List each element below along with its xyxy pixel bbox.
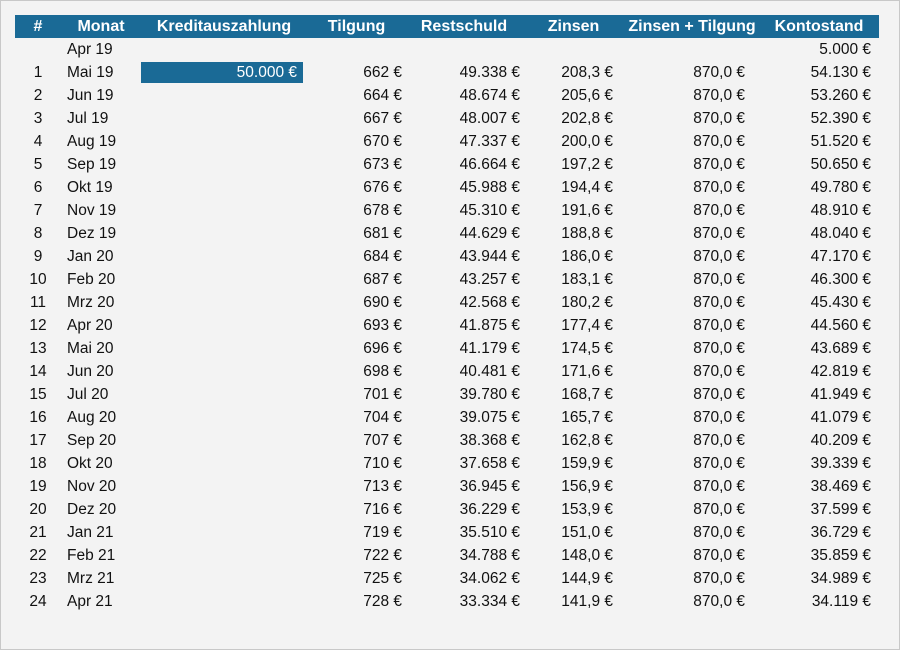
cell-remaining-debt[interactable]: 36.229 € bbox=[459, 500, 520, 518]
cell-interest[interactable]: 208,3 € bbox=[561, 63, 613, 81]
cell-remaining-debt[interactable]: 46.664 € bbox=[459, 155, 520, 173]
cell-repayment[interactable]: 687 € bbox=[363, 270, 402, 288]
cell-loan[interactable] bbox=[141, 475, 307, 498]
cell-interest[interactable]: 165,7 € bbox=[561, 408, 613, 426]
cell-loan[interactable] bbox=[141, 567, 307, 590]
cell-account-balance[interactable]: 49.780 € bbox=[810, 178, 871, 196]
header-remaining-debt[interactable]: Restschuld bbox=[406, 15, 522, 38]
cell-repayment[interactable]: 713 € bbox=[363, 477, 402, 495]
cell-repayment[interactable]: 670 € bbox=[363, 132, 402, 150]
cell-month[interactable]: Jan 20 bbox=[67, 247, 114, 265]
cell-interest[interactable]: 141,9 € bbox=[561, 592, 613, 610]
cell-loan[interactable] bbox=[141, 544, 307, 567]
cell-account-balance[interactable]: 46.300 € bbox=[810, 270, 871, 288]
cell-remaining-debt[interactable]: 39.780 € bbox=[459, 385, 520, 403]
cell-repayment[interactable]: 728 € bbox=[363, 592, 402, 610]
cell-interest[interactable]: 162,8 € bbox=[561, 431, 613, 449]
cell-loan[interactable] bbox=[141, 176, 307, 199]
table-row bbox=[15, 61, 879, 84]
cell-month[interactable]: Apr 21 bbox=[67, 592, 113, 610]
cell-loan[interactable] bbox=[141, 337, 307, 360]
cell-interest[interactable]: 153,9 € bbox=[561, 500, 613, 518]
cell-loan[interactable] bbox=[141, 590, 307, 613]
cell-index[interactable]: 19 bbox=[29, 477, 47, 495]
cell-loan[interactable] bbox=[141, 38, 307, 61]
cell-remaining-debt[interactable]: 48.007 € bbox=[459, 109, 520, 127]
cell-remaining-debt[interactable]: 49.338 € bbox=[459, 63, 520, 81]
cell-month[interactable]: Mrz 20 bbox=[67, 293, 115, 311]
cell-interest-plus-repayment[interactable]: 870,0 € bbox=[693, 201, 745, 219]
cell-index[interactable]: 15 bbox=[29, 385, 47, 403]
cell-month[interactable]: Feb 21 bbox=[67, 546, 116, 564]
table-row bbox=[15, 84, 879, 107]
cell-index[interactable]: 8 bbox=[33, 224, 43, 242]
cell-loan[interactable] bbox=[141, 84, 307, 107]
cell-interest-plus-repayment[interactable]: 870,0 € bbox=[693, 178, 745, 196]
cell-month[interactable]: Jul 19 bbox=[67, 109, 109, 127]
cell-remaining-debt[interactable]: 41.875 € bbox=[459, 316, 520, 334]
cell-month[interactable]: Mai 19 bbox=[67, 63, 114, 81]
cell-account-balance[interactable]: 34.119 € bbox=[811, 592, 871, 610]
cell-index[interactable]: 12 bbox=[29, 316, 47, 334]
table-row bbox=[15, 383, 879, 406]
cell-loan[interactable] bbox=[141, 521, 307, 544]
cell-account-balance[interactable]: 48.910 € bbox=[810, 201, 871, 219]
cell-month[interactable]: Mrz 21 bbox=[67, 569, 115, 587]
cell-account-balance[interactable]: 41.949 € bbox=[810, 385, 871, 403]
cell-repayment[interactable]: 716 € bbox=[363, 500, 402, 518]
cell-month[interactable]: Nov 19 bbox=[67, 201, 117, 219]
table-row bbox=[15, 107, 879, 130]
cell-remaining-debt[interactable]: 38.368 € bbox=[459, 431, 520, 449]
cell-index[interactable]: 7 bbox=[33, 201, 43, 219]
cell-remaining-debt[interactable]: 39.075 € bbox=[459, 408, 520, 426]
table-row-opening bbox=[15, 38, 879, 61]
cell-loan[interactable] bbox=[141, 199, 307, 222]
cell-repayment[interactable]: 693 € bbox=[363, 316, 402, 334]
cell-interest[interactable]: 159,9 € bbox=[561, 454, 613, 472]
cell-account-balance[interactable]: 42.819 € bbox=[810, 362, 871, 380]
cell-interest-plus-repayment[interactable]: 870,0 € bbox=[693, 224, 745, 242]
cell-interest-plus-repayment[interactable]: 870,0 € bbox=[693, 546, 745, 564]
table-row bbox=[15, 314, 879, 337]
cell-interest[interactable]: 174,5 € bbox=[561, 339, 613, 357]
cell-index[interactable]: 9 bbox=[33, 247, 43, 265]
table-row bbox=[15, 452, 879, 475]
cell-interest-plus-repayment[interactable]: 870,0 € bbox=[693, 339, 745, 357]
table-row bbox=[15, 291, 879, 314]
cell-repayment[interactable]: 681 € bbox=[363, 224, 402, 242]
cell-loan[interactable] bbox=[141, 268, 307, 291]
cell-repayment[interactable]: 673 € bbox=[363, 155, 402, 173]
header-month[interactable]: Monat bbox=[61, 15, 141, 38]
cell-repayment[interactable]: 701 € bbox=[363, 385, 402, 403]
table-row bbox=[15, 245, 879, 268]
cell-repayment[interactable]: 667 € bbox=[363, 109, 402, 127]
table-row bbox=[15, 567, 879, 590]
cell-interest-plus-repayment[interactable]: 870,0 € bbox=[693, 431, 745, 449]
cell-repayment[interactable]: 678 € bbox=[363, 201, 402, 219]
cell-index[interactable] bbox=[15, 38, 61, 61]
cell-index[interactable]: 4 bbox=[33, 132, 43, 150]
cell-index[interactable]: 13 bbox=[29, 339, 47, 357]
cell-month[interactable]: Sep 20 bbox=[67, 431, 117, 449]
cell-loan[interactable] bbox=[141, 222, 307, 245]
cell-interest-plus-repayment[interactable]: 870,0 € bbox=[693, 523, 745, 541]
cell-month[interactable]: Dez 19 bbox=[67, 224, 117, 242]
cell-loan[interactable] bbox=[141, 107, 307, 130]
cell-interest-plus-repayment[interactable]: 870,0 € bbox=[693, 247, 745, 265]
cell-index[interactable]: 18 bbox=[29, 454, 47, 472]
cell-month[interactable]: Aug 20 bbox=[67, 408, 117, 426]
cell-month[interactable]: Nov 20 bbox=[67, 477, 117, 495]
cell-remaining-debt[interactable]: 36.945 € bbox=[459, 477, 520, 495]
cell-account-balance[interactable]: 54.130 € bbox=[810, 63, 871, 81]
cell-interest[interactable]: 171,6 € bbox=[561, 362, 613, 380]
cell-index[interactable]: 5 bbox=[33, 155, 43, 173]
header-row bbox=[15, 15, 879, 38]
cell-account-balance[interactable]: 41.079 € bbox=[810, 408, 871, 426]
cell-interest[interactable]: 144,9 € bbox=[561, 569, 613, 587]
cell-index[interactable]: 16 bbox=[29, 408, 47, 426]
cell-index[interactable]: 3 bbox=[33, 109, 43, 127]
header-index[interactable]: # bbox=[15, 15, 61, 38]
cell-interest-plus-repayment[interactable]: 870,0 € bbox=[693, 155, 745, 173]
cell-account-balance[interactable]: 52.390 € bbox=[810, 109, 871, 127]
cell-repayment[interactable]: 719 € bbox=[363, 523, 402, 541]
cell-interest[interactable]: 180,2 € bbox=[561, 293, 613, 311]
cell-loan[interactable] bbox=[141, 291, 307, 314]
cell-remaining-debt[interactable]: 44.629 € bbox=[459, 224, 520, 242]
cell-remaining-debt[interactable]: 43.944 € bbox=[459, 247, 520, 265]
cell-account-balance[interactable]: 37.599 € bbox=[810, 500, 871, 518]
cell-repayment[interactable]: 704 € bbox=[363, 408, 402, 426]
header-repayment[interactable]: Tilgung bbox=[307, 15, 406, 38]
loan-payout-highlight: 50.000 € bbox=[141, 62, 303, 83]
cell-remaining-debt[interactable]: 34.062 € bbox=[459, 569, 520, 587]
header-interest-plus-repayment[interactable]: Zinsen + Tilgung bbox=[625, 15, 759, 38]
cell-index[interactable]: 24 bbox=[29, 592, 47, 610]
cell-month[interactable]: Jun 20 bbox=[67, 362, 114, 380]
cell-interest-plus-repayment[interactable]: 870,0 € bbox=[693, 477, 745, 495]
cell-interest-plus-repayment[interactable]: 870,0 € bbox=[693, 316, 745, 334]
cell-remaining-debt[interactable]: 42.568 € bbox=[459, 293, 520, 311]
table-row bbox=[15, 544, 879, 567]
cell-account-balance[interactable]: 5.000 € bbox=[819, 40, 871, 58]
cell-month[interactable]: Apr 19 bbox=[67, 40, 113, 58]
cell-interest-plus-repayment[interactable]: 870,0 € bbox=[693, 362, 745, 380]
cell-loan[interactable] bbox=[141, 245, 307, 268]
cell-interest[interactable]: 186,0 € bbox=[561, 247, 613, 265]
cell-remaining-debt[interactable]: 45.988 € bbox=[459, 178, 520, 196]
cell-interest[interactable]: 191,6 € bbox=[561, 201, 613, 219]
cell-loan[interactable] bbox=[141, 61, 307, 84]
cell-loan[interactable] bbox=[141, 383, 307, 406]
cell-repayment[interactable]: 722 € bbox=[363, 546, 402, 564]
cell-repayment[interactable]: 698 € bbox=[363, 362, 402, 380]
cell-month[interactable]: Sep 19 bbox=[67, 155, 117, 173]
cell-remaining-debt[interactable]: 48.674 € bbox=[459, 86, 520, 104]
cell-loan[interactable] bbox=[141, 360, 307, 383]
cell-repayment[interactable] bbox=[307, 38, 406, 61]
table-row bbox=[15, 337, 879, 360]
loan-schedule-table bbox=[15, 15, 879, 613]
cell-account-balance[interactable]: 40.209 € bbox=[810, 431, 871, 449]
table-row bbox=[15, 199, 879, 222]
cell-repayment[interactable]: 707 € bbox=[363, 431, 402, 449]
cell-account-balance[interactable]: 36.729 € bbox=[810, 523, 871, 541]
cell-month[interactable]: Apr 20 bbox=[67, 316, 113, 334]
cell-remaining-debt[interactable]: 40.481 € bbox=[459, 362, 520, 380]
cell-remaining-debt[interactable]: 35.510 € bbox=[459, 523, 520, 541]
cell-repayment[interactable]: 684 € bbox=[363, 247, 402, 265]
cell-interest-plus-repayment[interactable]: 870,0 € bbox=[693, 454, 745, 472]
cell-interest-plus-repayment[interactable]: 870,0 € bbox=[693, 293, 745, 311]
cell-repayment[interactable]: 676 € bbox=[363, 178, 402, 196]
cell-interest[interactable]: 156,9 € bbox=[561, 477, 613, 495]
cell-month[interactable]: Dez 20 bbox=[67, 500, 117, 518]
header-account-balance[interactable]: Kontostand bbox=[759, 15, 879, 38]
cell-interest[interactable]: 177,4 € bbox=[561, 316, 613, 334]
cell-account-balance[interactable]: 44.560 € bbox=[810, 316, 871, 334]
cell-remaining-debt[interactable] bbox=[406, 38, 522, 61]
cell-remaining-debt[interactable]: 41.179 € bbox=[459, 339, 520, 357]
cell-interest-plus-repayment[interactable] bbox=[625, 38, 759, 61]
cell-interest[interactable]: 168,7 € bbox=[561, 385, 613, 403]
table-row bbox=[15, 406, 879, 429]
cell-index[interactable]: 14 bbox=[29, 362, 47, 380]
cell-remaining-debt[interactable]: 45.310 € bbox=[459, 201, 520, 219]
cell-account-balance[interactable]: 38.469 € bbox=[810, 477, 871, 495]
table-row bbox=[15, 429, 879, 452]
cell-index[interactable]: 11 bbox=[29, 293, 47, 311]
cell-interest-plus-repayment[interactable]: 870,0 € bbox=[693, 500, 745, 518]
cell-loan[interactable] bbox=[141, 452, 307, 475]
table-row bbox=[15, 498, 879, 521]
cell-index[interactable]: 6 bbox=[33, 178, 43, 196]
cell-remaining-debt[interactable]: 33.334 € bbox=[459, 592, 520, 610]
cell-month[interactable]: Okt 19 bbox=[67, 178, 113, 196]
cell-index[interactable]: 21 bbox=[29, 523, 47, 541]
cell-remaining-debt[interactable]: 34.788 € bbox=[459, 546, 520, 564]
cell-interest-plus-repayment[interactable]: 870,0 € bbox=[693, 592, 745, 610]
cell-loan[interactable] bbox=[141, 314, 307, 337]
table-row bbox=[15, 521, 879, 544]
cell-account-balance[interactable]: 45.430 € bbox=[810, 293, 871, 311]
cell-month[interactable]: Jun 19 bbox=[67, 86, 114, 104]
cell-account-balance[interactable]: 48.040 € bbox=[810, 224, 871, 242]
cell-repayment[interactable]: 664 € bbox=[363, 86, 402, 104]
cell-account-balance[interactable]: 53.260 € bbox=[810, 86, 871, 104]
cell-interest-plus-repayment[interactable]: 870,0 € bbox=[693, 86, 745, 104]
cell-index[interactable]: 17 bbox=[29, 431, 47, 449]
cell-month[interactable]: Jan 21 bbox=[67, 523, 114, 541]
cell-index[interactable]: 10 bbox=[29, 270, 47, 288]
cell-interest[interactable]: 197,2 € bbox=[561, 155, 613, 173]
cell-month[interactable]: Feb 20 bbox=[67, 270, 116, 288]
cell-account-balance[interactable]: 51.520 € bbox=[810, 132, 871, 150]
header-loan-payout[interactable]: Kreditauszahlung bbox=[141, 15, 307, 38]
table-row bbox=[15, 268, 879, 291]
cell-repayment[interactable]: 696 € bbox=[363, 339, 402, 357]
cell-interest[interactable]: 188,8 € bbox=[561, 224, 613, 242]
cell-month[interactable]: Okt 20 bbox=[67, 454, 113, 472]
table-row bbox=[15, 360, 879, 383]
cell-account-balance[interactable]: 39.339 € bbox=[810, 454, 871, 472]
cell-account-balance[interactable]: 43.689 € bbox=[810, 339, 871, 357]
cell-index[interactable]: 22 bbox=[29, 546, 47, 564]
cell-interest-plus-repayment[interactable]: 870,0 € bbox=[693, 569, 745, 587]
cell-index[interactable]: 1 bbox=[33, 63, 43, 81]
table-row bbox=[15, 176, 879, 199]
cell-account-balance[interactable]: 35.859 € bbox=[810, 546, 871, 564]
cell-account-balance[interactable]: 34.989 € bbox=[810, 569, 871, 587]
table-row bbox=[15, 130, 879, 153]
table-row bbox=[15, 222, 879, 245]
cell-index[interactable]: 23 bbox=[29, 569, 47, 587]
cell-month[interactable]: Aug 19 bbox=[67, 132, 117, 150]
cell-repayment[interactable]: 662 € bbox=[363, 63, 402, 81]
cell-interest-plus-repayment[interactable]: 870,0 € bbox=[693, 63, 745, 81]
cell-interest-plus-repayment[interactable]: 870,0 € bbox=[693, 385, 745, 403]
cell-interest[interactable]: 200,0 € bbox=[561, 132, 613, 150]
cell-interest[interactable]: 148,0 € bbox=[561, 546, 613, 564]
cell-loan[interactable] bbox=[141, 153, 307, 176]
cell-interest-plus-repayment[interactable]: 870,0 € bbox=[693, 408, 745, 426]
cell-remaining-debt[interactable]: 43.257 € bbox=[459, 270, 520, 288]
cell-interest[interactable]: 183,1 € bbox=[561, 270, 613, 288]
cell-interest-plus-repayment[interactable]: 870,0 € bbox=[693, 270, 745, 288]
cell-repayment[interactable]: 690 € bbox=[363, 293, 402, 311]
table-row bbox=[15, 153, 879, 176]
cell-loan[interactable] bbox=[141, 406, 307, 429]
cell-loan[interactable] bbox=[141, 130, 307, 153]
cell-interest-plus-repayment[interactable]: 870,0 € bbox=[693, 132, 745, 150]
table-row bbox=[15, 475, 879, 498]
cell-index[interactable]: 20 bbox=[29, 500, 47, 518]
cell-month[interactable]: Mai 20 bbox=[67, 339, 114, 357]
cell-month[interactable]: Jul 20 bbox=[67, 385, 109, 403]
cell-remaining-debt[interactable]: 47.337 € bbox=[459, 132, 520, 150]
cell-interest[interactable]: 202,8 € bbox=[561, 109, 613, 127]
cell-loan[interactable] bbox=[141, 429, 307, 452]
cell-remaining-debt[interactable]: 37.658 € bbox=[459, 454, 520, 472]
cell-loan[interactable] bbox=[141, 498, 307, 521]
cell-interest[interactable]: 151,0 € bbox=[561, 523, 613, 541]
table-row bbox=[15, 590, 879, 613]
header-interest[interactable]: Zinsen bbox=[522, 15, 625, 38]
cell-repayment[interactable]: 710 € bbox=[363, 454, 402, 472]
cell-repayment[interactable]: 725 € bbox=[363, 569, 402, 587]
cell-interest[interactable] bbox=[522, 38, 625, 61]
cell-index[interactable]: 2 bbox=[33, 86, 43, 104]
cell-account-balance[interactable]: 50.650 € bbox=[810, 155, 871, 173]
cell-interest[interactable]: 194,4 € bbox=[561, 178, 613, 196]
cell-interest-plus-repayment[interactable]: 870,0 € bbox=[693, 109, 745, 127]
cell-account-balance[interactable]: 47.170 € bbox=[810, 247, 871, 265]
cell-interest[interactable]: 205,6 € bbox=[561, 86, 613, 104]
